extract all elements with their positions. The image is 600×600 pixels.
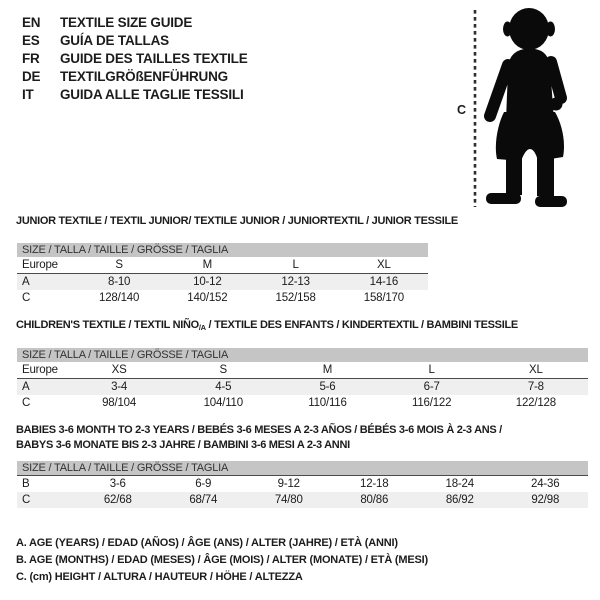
value-cell: 116/122 — [411, 397, 452, 409]
baby-silhouette-illustration — [450, 0, 600, 215]
language-code: FR — [22, 50, 40, 66]
children-title-text: CHILDREN'S TEXTILE / TEXTIL NIÑO — [16, 319, 199, 331]
value-cell: 14-16 — [340, 274, 428, 291]
language-title: GUIDA ALLE TAGLIE TESSILI — [60, 86, 244, 102]
size-cell: XL — [484, 362, 588, 379]
age-years-row — [17, 379, 588, 396]
value-cell: 5-6 — [275, 379, 379, 396]
value-cell: 128/140 — [99, 292, 140, 304]
row-label: Europe — [17, 257, 75, 274]
value-cell: 62/68 — [75, 492, 161, 508]
children-section-title — [16, 319, 518, 332]
babies-title-line2: BABYS 3-6 MONATE BIS 2-3 JAHRE / BAMBINI 3-6 MESI A 2-3 ANNI — [16, 439, 350, 451]
legend-note-a: A. AGE (YEARS) / EDAD (AÑOS) / ÂGE (ANS) / ALTER (JAHRE) / ETÀ (ANNI) — [16, 537, 398, 549]
height-cm-row — [17, 492, 588, 508]
age-years-row — [17, 274, 428, 291]
value-cell: 18-24 — [445, 478, 474, 490]
language-row-it — [22, 85, 248, 103]
size-cell: L — [252, 257, 340, 274]
value-cell: 12-18 — [360, 478, 389, 490]
value-cell: 7-8 — [484, 379, 588, 396]
children-title-subscript: /A — [198, 323, 206, 332]
row-label: C — [17, 492, 75, 508]
language-title: GUÍA DE TALLAS — [60, 32, 169, 48]
babies-section-title — [16, 423, 502, 453]
value-cell: 12-13 — [252, 274, 340, 291]
legend — [16, 535, 428, 586]
babies-title-line1: BABIES 3-6 MONTH TO 2-3 YEARS / BEBÉS 3-6 MESES A 2-3 AÑOS / BÉBÉS 3-6 MOIS À 2-3 ANS / — [16, 424, 502, 436]
value-cell: 86/92 — [417, 492, 503, 508]
language-title: TEXTILE SIZE GUIDE — [60, 14, 193, 30]
row-label: A — [17, 274, 75, 291]
size-header-label: SIZE / TALLA / TAILLE / GRÖSSE / TAGLIA — [17, 348, 588, 362]
language-code: DE — [22, 68, 41, 84]
height-cm-row — [17, 290, 428, 306]
size-header-row — [17, 348, 588, 362]
value-cell: 158/170 — [363, 292, 404, 304]
size-header-label: SIZE / TALLA / TAILLE / GRÖSSE / TAGLIA — [17, 461, 588, 476]
size-header-label: SIZE / TALLA / TAILLE / GRÖSSE / TAGLIA — [17, 243, 428, 257]
language-code: ES — [22, 32, 40, 48]
legend-note-c: C. (cm) HEIGHT / ALTURA / HAUTEUR / HÖHE / ALTEZZA — [16, 571, 303, 583]
size-cell: M — [275, 362, 379, 379]
value-cell: 152/158 — [275, 292, 316, 304]
value-cell: 74/80 — [246, 492, 332, 508]
height-cm-row — [17, 395, 588, 411]
size-cell: L — [380, 362, 484, 379]
value-cell: 3-4 — [67, 379, 171, 396]
value-cell: 140/152 — [187, 292, 228, 304]
row-label: C — [22, 292, 31, 304]
junior-section-title: JUNIOR TEXTILE / TEXTIL JUNIOR/ TEXTILE JUNIOR / JUNIORTEXTIL / JUNIOR TESSILE — [16, 215, 458, 227]
size-cell: XL — [340, 257, 428, 274]
size-header-row — [17, 461, 588, 476]
row-label: Europe — [17, 362, 67, 379]
language-row-en — [22, 13, 248, 31]
language-row-es — [22, 31, 248, 49]
size-cell: XS — [67, 362, 171, 379]
baby-figure — [450, 0, 600, 215]
row-label: C — [22, 397, 31, 409]
value-cell: 110/116 — [308, 397, 347, 409]
value-cell: 80/86 — [332, 492, 418, 508]
europe-sizes-row — [17, 362, 588, 379]
value-cell: 3-6 — [109, 478, 126, 490]
value-cell: 6-9 — [195, 478, 212, 490]
size-cell: M — [163, 257, 251, 274]
junior-size-table — [17, 243, 428, 306]
babies-size-table — [17, 461, 588, 508]
children-title-text: / TEXTILE DES ENFANTS / KINDERTEXTIL / BAMBINI TESSILE — [205, 319, 518, 331]
value-cell: 8-10 — [75, 274, 163, 291]
age-months-row — [17, 476, 588, 493]
size-cell: S — [171, 362, 275, 379]
value-cell: 92/98 — [503, 492, 589, 508]
row-label: B — [22, 478, 30, 490]
value-cell: 10-12 — [163, 274, 251, 291]
language-row-fr — [22, 49, 248, 67]
language-code: IT — [22, 86, 34, 102]
language-title: GUIDE DES TAILLES TEXTILE — [60, 50, 248, 66]
value-cell: 4-5 — [171, 379, 275, 396]
language-header — [22, 13, 248, 103]
value-cell: 98/104 — [102, 397, 137, 409]
baby-silhouette — [486, 8, 567, 207]
value-cell: 9-12 — [277, 478, 300, 490]
value-cell: 122/128 — [515, 397, 556, 409]
value-cell: 6-7 — [380, 379, 484, 396]
value-cell: 68/74 — [161, 492, 247, 508]
language-title: TEXTILGRÖßENFÜHRUNG — [60, 68, 228, 84]
height-measure-label: C — [457, 103, 467, 117]
language-code: EN — [22, 14, 41, 30]
language-row-de — [22, 67, 248, 85]
size-header-row — [17, 243, 428, 257]
value-cell: 24-36 — [531, 478, 560, 490]
size-cell: S — [75, 257, 163, 274]
row-label: A — [17, 379, 67, 396]
value-cell: 104/110 — [203, 397, 243, 409]
legend-note-b: B. AGE (MONTHS) / EDAD (MESES) / ÂGE (MOIS) / ALTER (MONATE) / ETÀ (MESI) — [16, 554, 428, 566]
children-size-table — [17, 348, 588, 411]
europe-sizes-row — [17, 257, 428, 274]
